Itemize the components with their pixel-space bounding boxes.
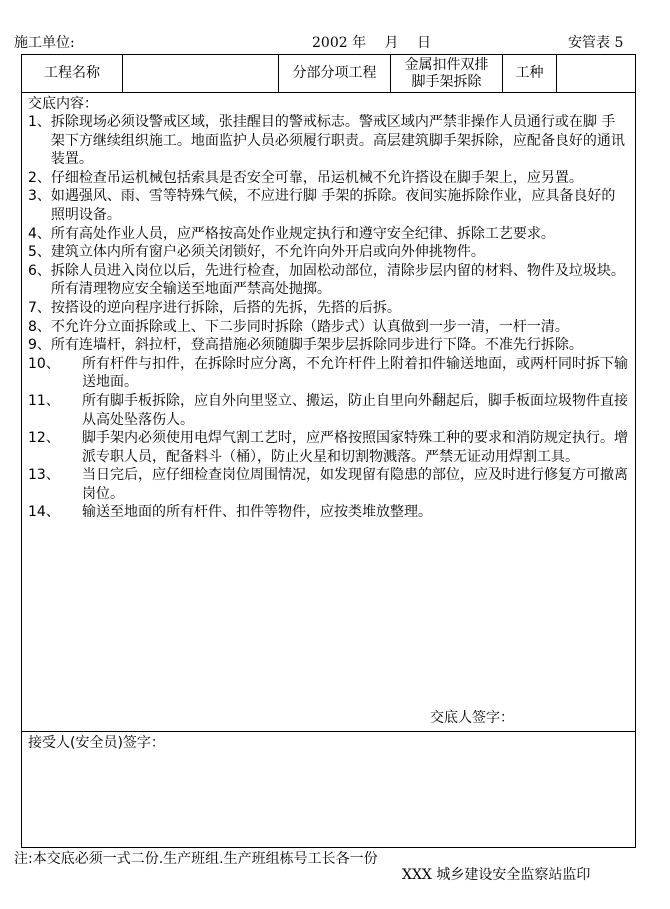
sub-project-value (391, 55, 503, 93)
project-name-label: 工程名称 (22, 55, 123, 93)
list-item (22, 503, 635, 522)
item-number: 7、 (28, 299, 51, 316)
sub-project-value-line1: 金属扣件双排 (404, 56, 489, 73)
disclosure-form-table (21, 54, 636, 848)
construction-unit-label: 施工单位: (14, 35, 75, 51)
item-number: 9、 (28, 337, 51, 354)
item-number: 11、 (28, 392, 60, 409)
item-number: 8、 (28, 318, 51, 335)
disclosure-content-cell (22, 93, 636, 732)
item-number: 13、 (28, 467, 60, 484)
item-text: 所有高处作业人员，应严格按高处作业规定执行和遵守安全纪律、拆除工艺要求。 (50, 225, 555, 242)
item-text: 所有脚手板拆除，应自外向里竖立、搬运，防止自里向外翻起后，脚手板面垃圾物件直接从高处坠落伤人。 (82, 392, 628, 428)
disclosure-items-list (22, 113, 635, 522)
list-item (22, 336, 635, 355)
list-item (22, 169, 635, 188)
item-number: 12、 (28, 430, 60, 447)
content-title: 交底内容： (28, 96, 98, 112)
item-number: 5、 (28, 244, 51, 261)
form-code: 安管表 5 (568, 35, 624, 51)
list-item (22, 429, 635, 466)
item-text: 所有连墙杆，斜拉杆，登高措施必须随脚手架步层拆除同步进行下降。不准先行拆除。 (50, 337, 583, 354)
list-item (22, 355, 635, 392)
list-item (22, 466, 635, 503)
project-name-value (123, 55, 279, 93)
trade-label: 工种 (503, 55, 557, 93)
item-text: 按搭设的逆向程序进行拆除，后搭的先拆，先搭的后拆。 (50, 299, 401, 316)
receiver-signature-cell (22, 732, 636, 848)
item-text: 不允许分立面拆除或上、下二步同时拆除（踏步式）认真做到一步一清，一杆一清。 (50, 318, 569, 335)
list-item (22, 225, 635, 244)
list-item (22, 262, 635, 299)
item-text: 当日完后，应仔细检查岗位周围情况，如发现留有隐患的部位，应及时进行修复方可撤离岗位。 (82, 467, 628, 502)
sub-project-value-line2: 脚手架拆除 (411, 73, 482, 90)
date-line: 2002 年 月 日 (312, 35, 431, 51)
sub-project-label: 分部分项工程 (279, 55, 391, 93)
item-number: 4、 (28, 225, 51, 242)
list-item (22, 392, 635, 429)
item-number: 10、 (28, 355, 60, 372)
item-text: 输送至地面的所有杆件、扣件等物件，应按类堆放整理。 (82, 504, 432, 521)
seal-text: XXX 城乡建设安全监察站监印 (402, 867, 591, 883)
item-text: 拆除现场必须设警戒区域，张挂醒目的警戒标志。警戒区域内严禁非操作人员通行或在脚 手架下方继续组织施工。地面监护人员必须履行职责。高层建筑脚手架拆除，应配备良好的通讯装置。 (50, 114, 625, 168)
item-text: 拆除人员进入岗位以后，先进行检查，加固松动部位，清除步层内留的材料、物件及垃圾块。所有清理物应安全输送至地面严禁高处抛掷。 (50, 262, 625, 298)
trade-value (557, 55, 636, 93)
item-text: 建筑立体内所有窗户必须关闭锁好，不允许向外开启或向外伸挑物件。 (50, 244, 485, 261)
list-item (22, 243, 635, 262)
item-number: 3、 (28, 188, 51, 205)
discloser-signature-label: 交底人签字： (430, 710, 514, 726)
item-number: 1、 (28, 114, 51, 130)
list-item (22, 187, 635, 224)
item-number: 14、 (28, 504, 60, 521)
item-text: 仔细检查吊运机械包括索具是否安全可靠，吊运机械不允许搭设在脚手架上，应另置。 (50, 169, 583, 186)
item-number: 2、 (28, 169, 51, 186)
list-item (22, 318, 635, 337)
item-text: 脚手架内必须使用电焊气割工艺时，应严格按照国家特殊工种的要求和消防规定执行。增派专职人员，配备料斗（桶），防止火星和切割物溅落。严禁无证动用焊割工具。 (82, 430, 628, 465)
list-item (22, 113, 635, 169)
list-item (22, 299, 635, 318)
item-text: 如遇强风、雨、雪等特殊气候，不应进行脚 手架的拆除。夜间实施拆除作业，应具备良好的照明设备。 (50, 188, 616, 223)
receiver-signature-label: 接受人(安全员)签字： (28, 735, 165, 751)
item-number: 6、 (28, 262, 51, 279)
footer-note: 注:本交底必须一式二份.生产班组.生产班组栋号工长各一份 (14, 851, 378, 867)
item-text: 所有杆件与扣件，在拆除时应分离，不允许杆件上附着扣件输送地面，或两杆同时拆下输送地面。 (82, 355, 628, 391)
